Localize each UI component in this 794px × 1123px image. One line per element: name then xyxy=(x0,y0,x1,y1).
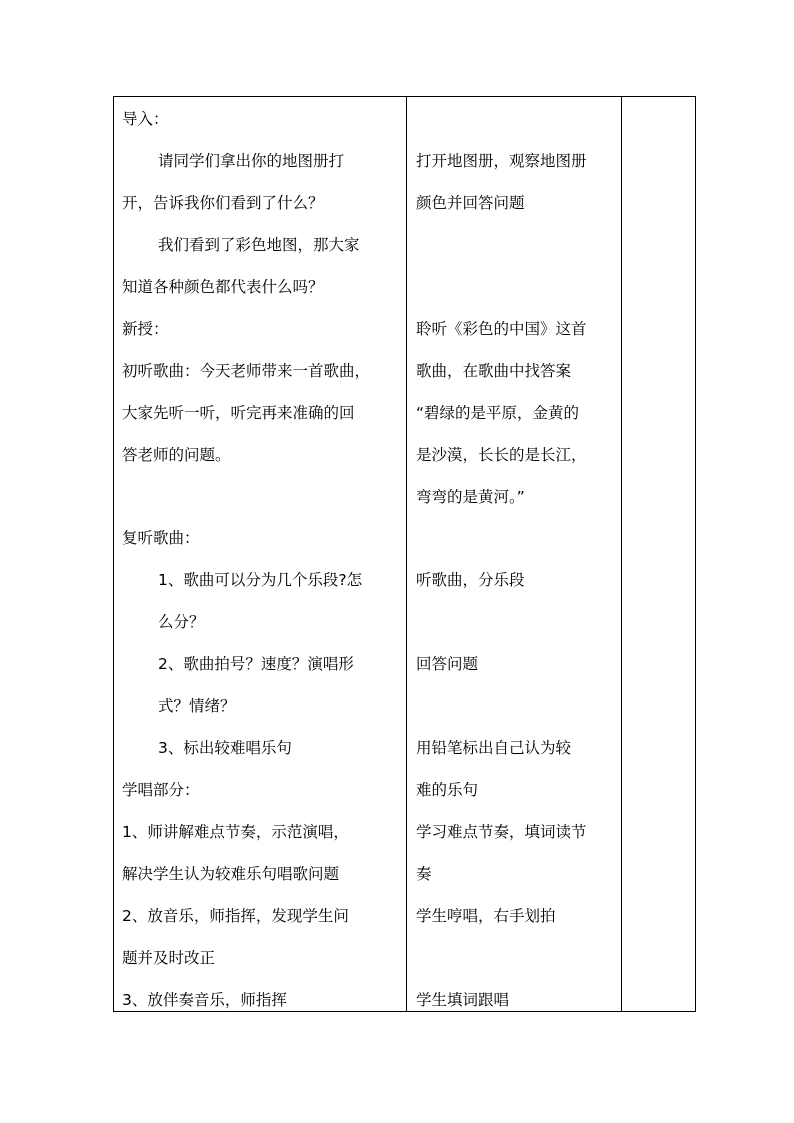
text-line: 3、放伴奏音乐，师指挥 xyxy=(122,991,287,1009)
text-line: “碧绿的是平原，金黄的 xyxy=(416,404,580,422)
text-line: 1、师讲解难点节奏，示范演唱， xyxy=(122,823,349,841)
text-line: 弯弯的是黄河。” xyxy=(416,488,525,506)
text-line: 3、标出较难唱乐句 xyxy=(158,739,292,757)
text-line: 我们看到了彩色地图，那大家 xyxy=(158,236,360,254)
text-line: 学生哼唱，右手划拍 xyxy=(416,907,556,925)
text-line: 学唱部分： xyxy=(122,781,200,799)
text-line: 知道各种颜色都代表什么吗？ xyxy=(122,278,324,296)
text-line: 歌曲，在歌曲中找答案 xyxy=(416,362,572,380)
text-line: 请同学们拿出你的地图册打 xyxy=(158,152,345,170)
text-line: 初听歌曲：今天老师带来一首歌曲， xyxy=(122,362,371,380)
text-line: 大家先听一听，听完再来准确的回 xyxy=(122,404,355,422)
text-line: 2、歌曲拍号？速度？演唱形 xyxy=(158,655,354,673)
text-line: 打开地图册，观察地图册 xyxy=(416,152,587,170)
teacher-activity-column xyxy=(114,97,406,1011)
text-line: 颜色并回答问题 xyxy=(416,194,525,212)
text-line: 答老师的问题。 xyxy=(122,446,231,464)
text-line: 奏 xyxy=(416,865,432,883)
text-line: 用铅笔标出自己认为较 xyxy=(416,739,572,757)
text-line: 学生填词跟唱 xyxy=(416,991,510,1009)
text-line: 1、歌曲可以分为几个乐段?怎 xyxy=(158,571,363,589)
text-line: 听歌曲，分乐段 xyxy=(416,571,525,589)
text-line: 学习难点节奏，填词读节 xyxy=(416,823,587,841)
text-line: 难的乐句 xyxy=(416,781,479,799)
text-line: 新授： xyxy=(122,320,169,338)
text-line: 题并及时改正 xyxy=(122,949,216,967)
text-line: 解决学生认为较难乐句唱歌问题 xyxy=(122,865,340,883)
notes-column xyxy=(622,97,696,1011)
text-line: 2、放音乐，师指挥，发现学生问 xyxy=(122,907,349,925)
text-line: 么分？ xyxy=(158,613,205,631)
text-line: 开，告诉我你们看到了什么？ xyxy=(122,194,324,212)
lesson-plan-table xyxy=(113,96,696,1012)
text-line: 复听歌曲： xyxy=(122,529,200,547)
text-line: 是沙漠，长长的是长江， xyxy=(416,446,587,464)
student-activity-column xyxy=(407,97,621,1011)
text-line: 回答问题 xyxy=(416,655,479,673)
text-line: 导入： xyxy=(122,110,169,128)
text-line: 式？情绪？ xyxy=(158,697,236,715)
text-line: 聆听《彩色的中国》这首 xyxy=(416,320,587,338)
